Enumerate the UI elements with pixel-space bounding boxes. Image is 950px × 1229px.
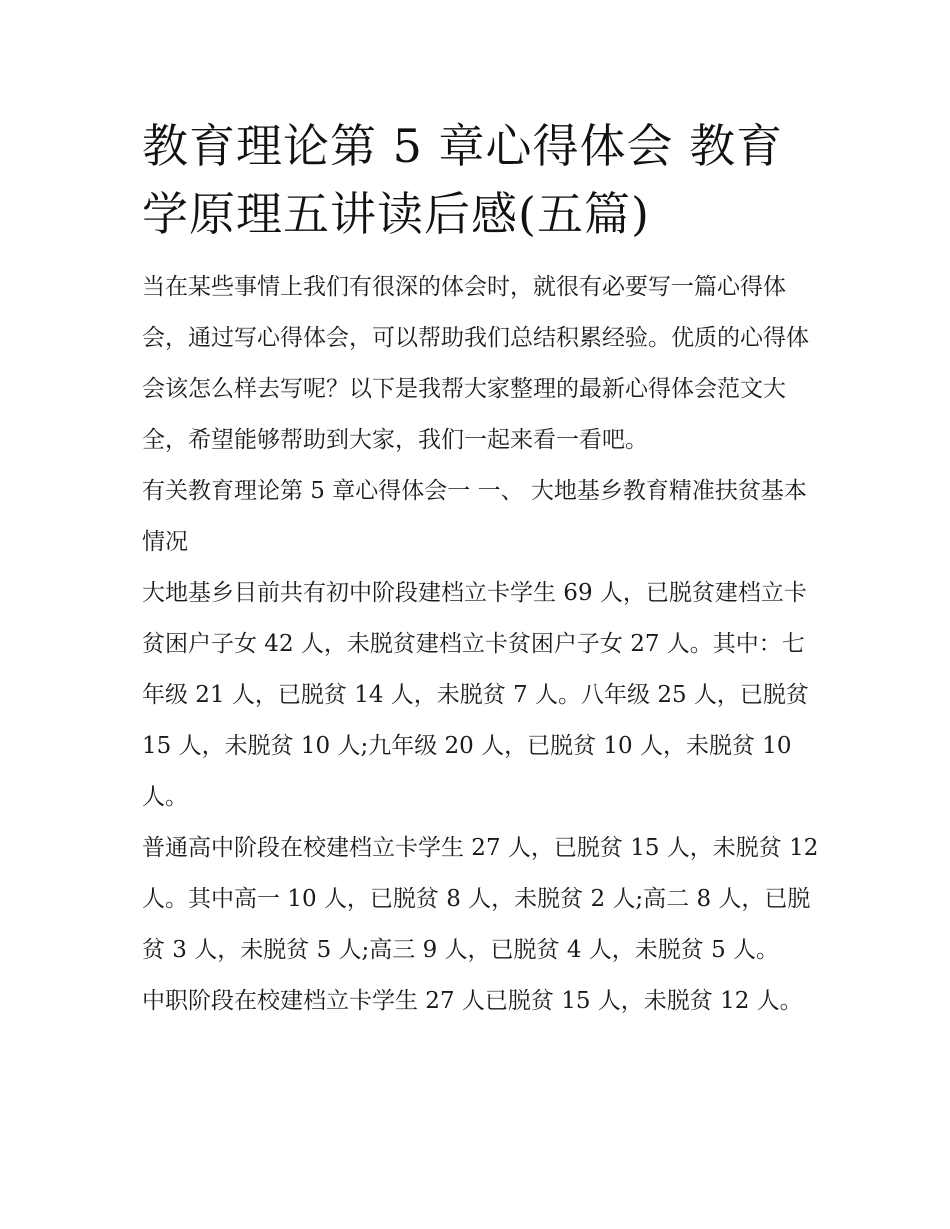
section-heading-paragraph: 有关教育理论第 5 章心得体会一 一、 大地基乡教育精准扶贫基本情况 xyxy=(142,478,807,555)
document-title: 教育理论第 5 章心得体会 教育学原理五讲读后感(五篇) xyxy=(142,119,784,241)
senior-high-stats-paragraph: 普通高中阶段在校建档立卡学生 27 人，已脱贫 15 人，未脱贫 12 人。其中高一 10 人，已脱贫 8 人，未脱贫 2 人;高二 8 人，已脱贫 3 人，未脱贫 5 人;高三 9 人，已脱贫 4 人，未脱贫 5 人。 xyxy=(142,835,819,963)
document-body xyxy=(142,112,822,1027)
vocational-stats-paragraph: 中职阶段在校建档立卡学生 27 人已脱贫 15 人，未脱贫 12 人。 xyxy=(142,988,803,1014)
junior-high-stats-paragraph: 大地基乡目前共有初中阶段建档立卡学生 69 人，已脱贫建档立卡贫困户子女 42 人，未脱贫建档立卡贫困户子女 27 人。其中：七年级 21 人，已脱贫 14 人，未脱贫 7 人。八年级 25 人，已脱贫 15 人，未脱贫 10 人;九年级 20 人，已脱贫 10 人，未脱贫 10 人。 xyxy=(142,580,809,810)
intro-paragraph: 当在某些事情上我们有很深的体会时，就很有必要写一篇心得体会，通过写心得体会，可以帮助我们总结积累经验。优质的心得体会该怎么样去写呢？以下是我帮大家整理的最新心得体会范文大全，希望能够帮助到大家，我们一起来看一看吧。 xyxy=(142,274,809,453)
